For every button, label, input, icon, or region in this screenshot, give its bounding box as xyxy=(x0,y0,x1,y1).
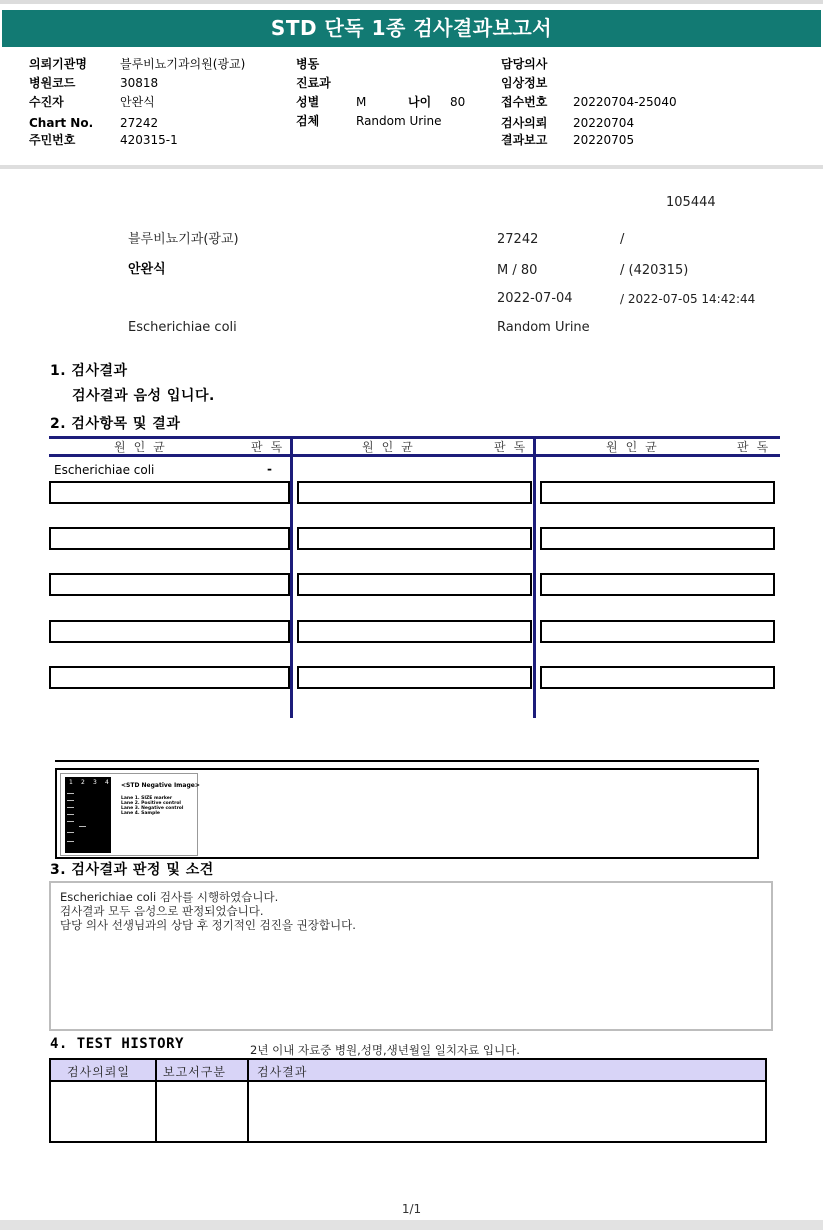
gel-band xyxy=(67,821,74,822)
col2-organism-header: 원인균 xyxy=(362,440,421,454)
clinical-info-label: 임상정보 xyxy=(501,76,548,90)
result-box xyxy=(297,481,532,504)
history-col-divider xyxy=(247,1060,249,1141)
result-box xyxy=(49,481,290,504)
doctor-label: 담당의사 xyxy=(501,57,548,71)
col3-organism-header: 원인균 xyxy=(606,440,665,454)
result-box xyxy=(297,666,532,689)
opinion-line: 검사결과 모두 음성으로 판정되었습니다. xyxy=(60,904,264,918)
result-organism: Escherichiae coli xyxy=(54,463,155,477)
meta-hospital: 블루비뇨기과(광교) xyxy=(128,232,239,247)
chart-no-value: 27242 xyxy=(120,116,159,130)
lane-number: 3 xyxy=(93,779,97,786)
history-header-report-type: 보고서구분 xyxy=(163,1065,226,1079)
col1-judgement-header: 판독 xyxy=(251,440,291,454)
result-box xyxy=(49,666,290,689)
bottom-edge xyxy=(0,1220,823,1230)
test-history-table xyxy=(49,1058,767,1143)
result-box xyxy=(297,527,532,550)
gel-lane-legend: Lane 4. Sample xyxy=(121,811,160,816)
hospital-code-label: 병원코드 xyxy=(29,76,76,90)
result-box xyxy=(540,481,775,504)
column-divider-1 xyxy=(290,436,293,718)
top-edge xyxy=(0,0,823,4)
meta-sex-age: M / 80 xyxy=(497,263,538,278)
institution-value: 블루비뇨기과의원(광교) xyxy=(120,57,246,71)
section-4-title: 4. TEST HISTORY xyxy=(50,1036,184,1052)
age-value: 80 xyxy=(450,95,466,109)
history-header-row xyxy=(51,1060,765,1082)
col3-judgement-header: 판독 xyxy=(737,440,777,454)
lane-number: 2 xyxy=(81,779,85,786)
header-separator xyxy=(0,165,823,169)
meta-request-date: 2022-07-04 xyxy=(497,291,573,306)
request-date-value: 20220704 xyxy=(573,116,635,130)
report-date-value: 20220705 xyxy=(573,133,635,147)
page-number: 1/1 xyxy=(401,1202,422,1216)
result-box xyxy=(540,666,775,689)
sex-value: M xyxy=(356,95,367,109)
section-2-title: 2. 검사항목 및 결과 xyxy=(50,416,181,432)
ward-label: 병동 xyxy=(296,57,320,71)
col2-judgement-header: 판독 xyxy=(494,440,534,454)
gel-lane-legend: Lane 3. Negative control xyxy=(121,806,184,811)
resident-no-label: 주민번호 xyxy=(29,133,76,147)
column-divider-2 xyxy=(533,436,536,718)
meta-birth: / (420315) xyxy=(620,263,689,278)
section-1-result: 검사결과 음성 입니다. xyxy=(72,388,215,404)
gel-band xyxy=(67,841,74,842)
meta-specimen: Random Urine xyxy=(497,320,590,335)
gel-band xyxy=(67,793,74,794)
lane-number: 1 xyxy=(69,779,73,786)
meta-patient: 안완식 xyxy=(128,262,166,277)
age-label: 나이 xyxy=(408,95,432,109)
section-3-title: 3. 검사결과 판정 및 소견 xyxy=(50,862,214,878)
gel-band xyxy=(67,832,74,833)
meta-chart-no: 27242 xyxy=(497,232,539,247)
result-box xyxy=(297,573,532,596)
gel-title: <STD Negative Image> xyxy=(121,782,200,789)
history-header-result: 검사결과 xyxy=(257,1065,308,1079)
specimen-label: 검체 xyxy=(296,114,320,128)
sex-label: 성별 xyxy=(296,95,320,109)
hospital-code-value: 30818 xyxy=(120,76,159,90)
meta-organism: Escherichiae coli xyxy=(128,320,237,335)
gel-top-rule xyxy=(55,760,759,762)
gel-thumbnail xyxy=(60,773,198,856)
report-id: 105444 xyxy=(666,195,716,210)
patient-label: 수진자 xyxy=(29,95,64,109)
gel-band xyxy=(67,807,74,808)
report-date-label: 결과보고 xyxy=(501,133,548,147)
result-box xyxy=(540,620,775,643)
resident-no-value: 420315-1 xyxy=(120,133,178,147)
patient-value: 안완식 xyxy=(120,95,155,109)
history-col-divider xyxy=(155,1060,157,1141)
result-box xyxy=(49,573,290,596)
institution-label: 의뢰기관명 xyxy=(29,57,87,71)
opinion-line: Escherichiae coli 검사를 시행하였습니다. xyxy=(60,890,279,904)
gel-image-box xyxy=(55,768,759,859)
request-date-label: 검사의뢰 xyxy=(501,116,548,130)
result-box xyxy=(540,573,775,596)
gel-lane-legend: Lane 2. Positive control xyxy=(121,801,181,806)
gel-band xyxy=(79,826,86,827)
result-box xyxy=(49,620,290,643)
opinion-box xyxy=(49,881,773,1031)
chart-no-label: Chart No. xyxy=(29,116,94,130)
result-box xyxy=(297,620,532,643)
result-box xyxy=(49,527,290,550)
history-header-request-date: 검사의뢰일 xyxy=(67,1065,130,1079)
section-1-title: 1. 검사결과 xyxy=(50,363,128,379)
opinion-line: 담당 의사 선생님과의 상담 후 정기적인 검진을 권장합니다. xyxy=(60,918,356,932)
result-judgement: - xyxy=(267,462,272,476)
gel-photo xyxy=(65,777,111,853)
result-box xyxy=(540,527,775,550)
gel-band xyxy=(67,814,74,815)
report-title: STD 단독 1종 검사결과보고서 xyxy=(2,10,821,47)
department-label: 진료과 xyxy=(296,76,331,90)
lane-number: 4 xyxy=(105,779,109,786)
specimen-value: Random Urine xyxy=(356,114,442,128)
gel-band xyxy=(67,800,74,801)
history-note: 2년 이내 자료중 병원,성명,생년월일 일치자료 입니다. xyxy=(250,1043,520,1057)
meta-slash: / xyxy=(620,232,625,247)
col1-organism-header: 원인균 xyxy=(114,440,173,454)
meta-report-datetime: / 2022-07-05 14:42:44 xyxy=(620,292,756,306)
receipt-no-label: 접수번호 xyxy=(501,95,548,109)
receipt-no-value: 20220704-25040 xyxy=(573,95,677,109)
gel-lane-legend: Lane 1. SIZE marker xyxy=(121,796,173,801)
